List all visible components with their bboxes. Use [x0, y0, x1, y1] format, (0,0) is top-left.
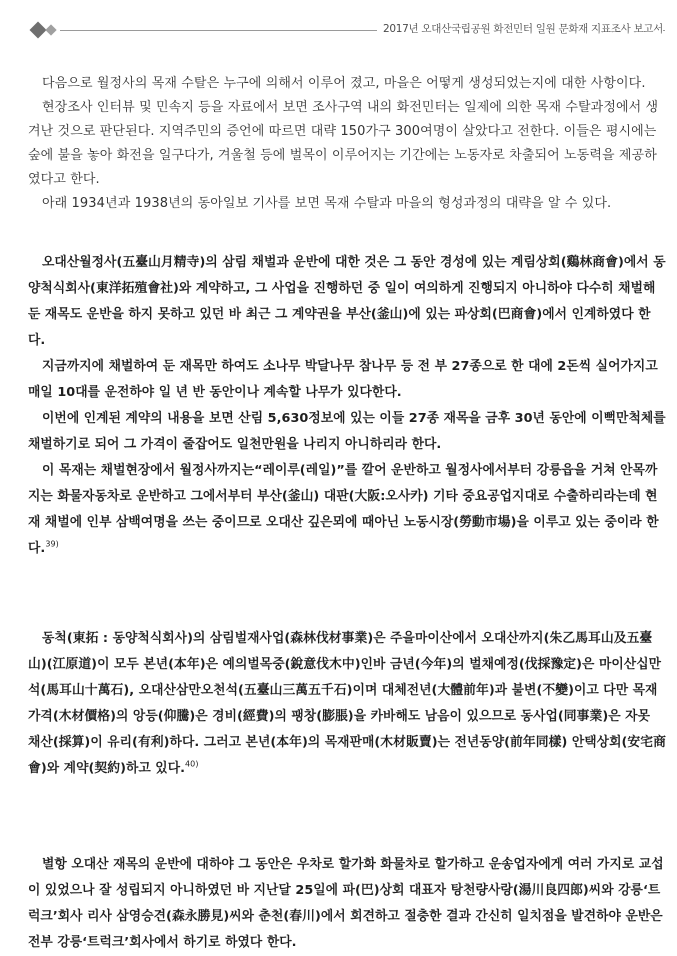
report-title: 2017년 오대산국립공원 화전민터 일원 문화재 지표조사 보고서 — [377, 21, 663, 36]
intro-paragraph: 현장조사 인터뷰 및 민속지 등을 자료에서 보면 조사구역 내의 화전민터는 일제에 의한 목재 수탈과정에서 생겨난 것으로 판단된다. 지역주민의 증언에 따르면 대략 150가구 300여명이 살았다고 전한다. 이들은 평시에는 숲에 불을 놓아 화전을 일구다가, 겨울철 등에 벌목이 이루어지는 기간에는 노동자로 차출되어 노동력을 제공하였다고 한다. — [28, 100, 659, 187]
intro-paragraph: 다음으로 월정사의 목재 수탈은 누구에 의해서 이루어 졌고, 마을은 어떻게 생성되었는지에 대한 사항이다. — [42, 76, 646, 91]
footnote-ref: 40) — [185, 759, 199, 769]
quote-paragraph: 별항 오대산 재목의 운반에 대하야 그 동안은 우차로 할가화 화물차로 할가하고 운송업자에게 여러 가지로 교섭이 있었으나 잘 성립되지 아니하였던 바 지난달 25일에 파(巴)상회 대표자 탕천량사랑(湯川良四郎)씨와 강릉‘트럭크’회사 리사 삼영승견(森永勝見)씨와 춘천(春川)에서 회견하고 절충한 결과 간신히 일치점을 발견하야 운반은 전부 강릉‘트럭크’회사에서 하기로 하였다 한다. — [28, 857, 664, 950]
quote-text: 이 목재는 채벌현장에서 월정사까지는“레이루(레일)”를 깔어 운반하고 월정사에서부터 강릉읍을 거쳐 안목까지는 화물자동차로 운반하고 그에서부터 부산(釜山) 대판(大阪:오사카) 기타 중요공업지대로 수출하리라는데 현재 채벌에 인부 삼백여명을 쓰는 중이므로 오대산 깊은뫼에 때아닌 노동시장(勞動市場)을 이루고 있는 중이라 한다. — [28, 463, 659, 556]
quote-paragraph: 지금까지에 채벌하여 둔 재목만 하여도 소나무 박달나무 참나무 등 전 부 27종으로 한 대에 2돈씩 실어가지고 매일 10대를 운전하야 일 년 반 동안이나 계속할 나무가 있다한다. — [28, 359, 658, 400]
newspaper-quote-1934 — [28, 250, 666, 562]
intro-paragraph: 아래 1934년과 1938년의 동아일보 기사를 보면 목재 수탈과 마을의 형성과정의 대략을 알 수 있다. — [42, 196, 612, 211]
footnote-ref: 39) — [45, 539, 59, 549]
quote-paragraph: 이번에 인계된 계약의 내용을 보면 산림 5,630정보에 있는 이들 27종 재목을 금후 30년 동안에 이뻑만척체를 채벌하기로 되어 그 가격이 줄잡어도 일천만원을 나리지 아니하리라 한다. — [28, 411, 666, 452]
quote-paragraph — [28, 626, 666, 782]
quote-text: 동척(東拓 : 동양척식회사)의 삼림벌재사업(森林伐材事業)은 주을마이산에서 오대산까지(朱乙馬耳山及五臺山)(江原道)이 모두 본년(本年)은 예의벌목중(銳意伐木中)인바 금년(今年)의 벌채예정(伐採豫定)은 마이산십만석(馬耳山十萬石), 오대산삼만오천석(五臺山三萬五千石)이며 대체전년(大體前年)과 불변(不變)이고 다만 목재가격(木材價格)의 앙등(仰騰)은 경비(經費)의 팽창(膨脹)을 카바해도 남음이 있으므로 동사업(同事業)은 자못 채산(採算)이 유리(有利)하다. 그러고 본년(本年)의 목재판매(木材販賣)는 전년동양(前年同樣) 안택상회(安宅商會)와 계약(契約)하고 있다. — [28, 631, 666, 776]
newspaper-quote-1938 — [28, 626, 666, 782]
quote-paragraph — [28, 458, 666, 562]
intro-section — [28, 72, 666, 216]
header-diamond-icon — [30, 22, 47, 39]
quote-paragraph: 오대산월정사(五臺山月精寺)의 삼림 채벌과 운반에 대한 것은 그 동안 경성에 있는 계림상회(鷄林商會)에서 동양척식회사(東洋拓殖會社)와 계약하고, 그 사업을 진행하던 중 일이 여의하게 진행되지 아니하야 다수히 채벌해 둔 재목도 운반을 하지 못하고 있던 바 최근 그 계약권을 부산(釜山)에 있는 파상회(巴商會)에서 인계하였다 한다. — [28, 255, 666, 348]
header-small-diamond-icon — [45, 24, 56, 35]
page-header — [0, 0, 677, 52]
newspaper-quote-transport — [28, 852, 666, 956]
page-body — [28, 72, 666, 956]
